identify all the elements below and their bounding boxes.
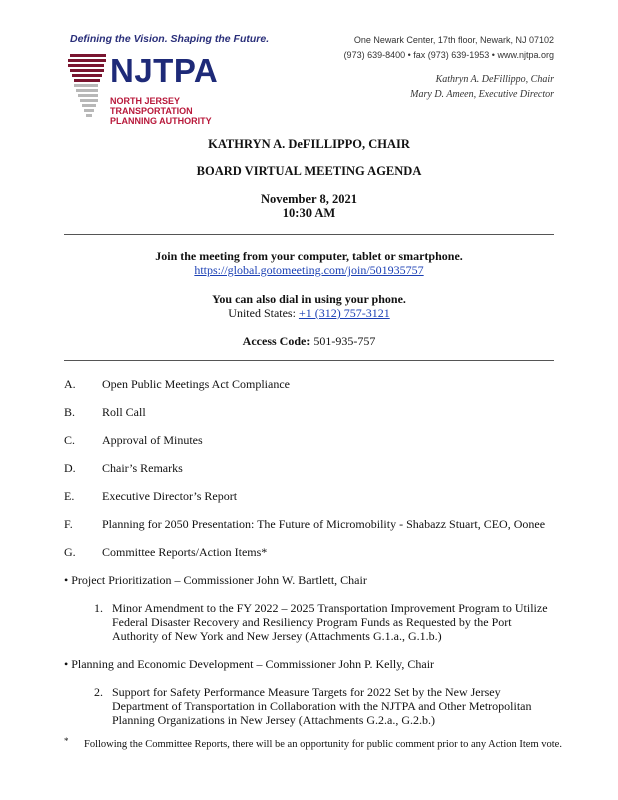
director-name: Mary D. Ameen, Executive Director — [410, 89, 554, 100]
dial-row — [0, 306, 618, 321]
org-abbreviation: NJTPA — [110, 52, 219, 89]
chair-name: Kathryn A. DeFillippo, Chair — [435, 74, 554, 85]
agenda-item: Planning for 2050 Presentation: The Future of Micromobility - Shabazz Stuart, CEO, Oonee — [102, 517, 546, 531]
agenda-letter: C. — [64, 433, 76, 447]
agenda-heading: BOARD VIRTUAL MEETING AGENDA — [196, 164, 422, 178]
meeting-time: 10:30 AM — [282, 206, 336, 220]
org-full-name: NORTH JERSEY TRANSPORTATION PLANNING AUTHORITY — [110, 96, 212, 126]
join-link-row — [0, 263, 618, 278]
agenda-letter: A. — [64, 377, 76, 391]
committee-heading: • Project Prioritization – Commissioner John W. Bartlett, Chair — [64, 573, 367, 587]
agenda-letter: E. — [64, 489, 75, 503]
chair-heading: KATHRYN A. DeFILLIPPO, CHAIR — [208, 137, 410, 151]
agenda-item: Roll Call — [102, 405, 146, 419]
join-instructions: Join the meeting from your computer, tablet or smartphone. — [155, 249, 463, 263]
agenda-letter: B. — [64, 405, 76, 419]
phone-fax-web-line: (973) 639-8400 • fax (973) 639-1953 • www.njtpa.org — [343, 50, 554, 60]
dial-instructions: You can also dial in using your phone. — [212, 292, 406, 306]
officers — [410, 72, 554, 102]
footnote-text: Following the Committee Reports, there will be an opportunity for public comment prior to any Action Item vote. — [84, 739, 562, 750]
agenda-letter: F. — [64, 517, 73, 531]
contact-address — [344, 33, 554, 63]
committee-item-number: 2. — [94, 685, 103, 699]
footnote-mark: * — [64, 736, 69, 746]
dial-phone-link[interactable]: +1 (312) 757-3121 — [298, 306, 390, 320]
committee-item: Minor Amendment to the FY 2022 – 2025 Transportation Improvement Program to Utilize Federal Disaster Recovery and Resiliency Program Funds as Requested by the Port Authority of New York and New Jersey (Attachments G.1.a., G.1.b.) — [112, 601, 548, 643]
agenda-letter: G. — [64, 545, 76, 559]
agenda-item: Executive Director’s Report — [102, 489, 238, 503]
meeting-date: November 8, 2021 — [261, 192, 357, 206]
committee-item-number: 1. — [94, 601, 103, 615]
agenda-item: Open Public Meetings Act Compliance — [102, 377, 290, 391]
dial-country: United States: — [228, 306, 299, 320]
divider-bottom — [64, 360, 554, 361]
tagline: Defining the Vision. Shaping the Future. — [70, 33, 270, 45]
access-code-label: Access Code: — [242, 334, 311, 348]
agenda-letter: D. — [64, 461, 76, 475]
agenda-item: Approval of Minutes — [102, 433, 203, 447]
address-line: One Newark Center, 17th floor, Newark, NJ 07102 — [353, 35, 554, 45]
agenda-item: Committee Reports/Action Items* — [102, 545, 268, 559]
access-code-value: 501-935-757 — [310, 334, 376, 348]
committee-item: Support for Safety Performance Measure Targets for 2022 Set by the New Jersey Department of Transportation in Collaboration with the NJTPA and Other Metropolitan Planning Organizations in New Jersey (Attachments G.2.a., G.2.b.) — [112, 685, 532, 727]
join-meeting-link[interactable]: https://global.gotomeeting.com/join/501935757 — [194, 263, 424, 277]
committee-heading: • Planning and Economic Development – Commissioner John P. Kelly, Chair — [64, 657, 435, 671]
agenda-item: Chair’s Remarks — [102, 461, 183, 475]
access-code-row — [0, 334, 618, 349]
divider-top — [64, 234, 554, 235]
